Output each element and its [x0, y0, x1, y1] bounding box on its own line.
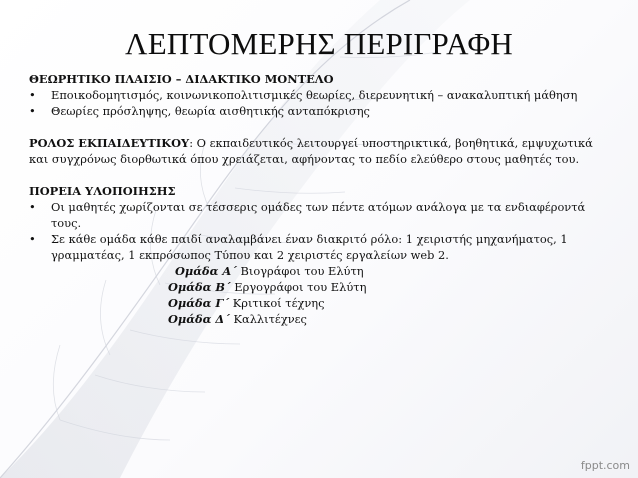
bullet-icon: •	[29, 232, 36, 246]
list-item	[29, 87, 614, 103]
group-label: Ομάδα Δ΄	[168, 312, 230, 326]
list-item	[29, 103, 614, 119]
group-list	[29, 263, 614, 327]
group-text: Καλλιτέχνες	[229, 312, 307, 326]
group-label: Ομάδα Γ΄	[168, 296, 230, 310]
group-text: Βιογράφοι του Ελύτη	[236, 264, 364, 278]
group-item	[29, 279, 614, 295]
list-item-text: Θεωρίες πρόσληψης, θεωρία αισθητικής ανταπόκρισης	[51, 104, 370, 118]
group-text: Εργογράφοι του Ελύτη	[230, 280, 367, 294]
list-item-text: Σε κάθε ομάδα κάθε παιδί αναλαμβάνει έναν διακριτό ρόλο: 1 χειριστής μηχανήματος, 1 γραμματέας, 1 εκπρόσωπος Τύπου και 2 χειριστές εργαλείων web 2.	[51, 232, 568, 262]
group-label: Ομάδα Β΄	[168, 280, 231, 294]
bullet-icon: •	[29, 104, 36, 118]
bullet-icon: •	[29, 200, 36, 214]
list-item-text: Εποικοδομητισμός, κοινωνικοπολιτισμικές θεωρίες, διερευνητική – ανακαλυπτική μάθηση	[51, 88, 578, 102]
teacher-role-label: ΡΟΛΟΣ ΕΚΠΑΙΔΕΥΤΙΚΟΥ	[29, 136, 190, 150]
group-item	[29, 311, 614, 327]
group-item	[29, 263, 614, 279]
group-item	[29, 295, 614, 311]
implementation-heading: ΠΟΡΕΙΑ ΥΛΟΠΟΙΗΣΗΣ	[29, 184, 176, 198]
list-item-text: Οι μαθητές χωρίζονται σε τέσσερις ομάδες των πέντε ατόμων ανάλογα με τα ενδιαφέροντά τους.	[51, 200, 586, 230]
page-title: ΛΕΠΤΟΜΕΡΗΣ ΠΕΡΙΓΡΑΦΗ	[125, 26, 513, 61]
theory-heading: ΘΕΩΡΗΤΙΚΟ ΠΛΑΙΣΙΟ – ΔΙΔΑΚΤΙΚΟ ΜΟΝΤΕΛΟ	[29, 72, 334, 86]
teacher-role-paragraph	[29, 135, 614, 167]
group-text: Κριτικοί τέχνης	[229, 296, 325, 310]
list-item	[29, 199, 614, 231]
footer-brand: fppt.com	[580, 459, 630, 472]
teacher-role-text: : Ο εκπαιδευτικός λειτουργεί υποστηρικτικά, βοηθητικά, εμψυχωτικά και συγχρόνως διορθωτικά όπου χρειάζεται, αφήνοντας το πεδίο ελεύθερο στους μαθητές του.	[29, 136, 593, 166]
group-label: Ομάδα Α΄	[175, 264, 237, 278]
slide-content	[29, 71, 614, 327]
bullet-icon: •	[29, 88, 36, 102]
list-item	[29, 231, 614, 263]
